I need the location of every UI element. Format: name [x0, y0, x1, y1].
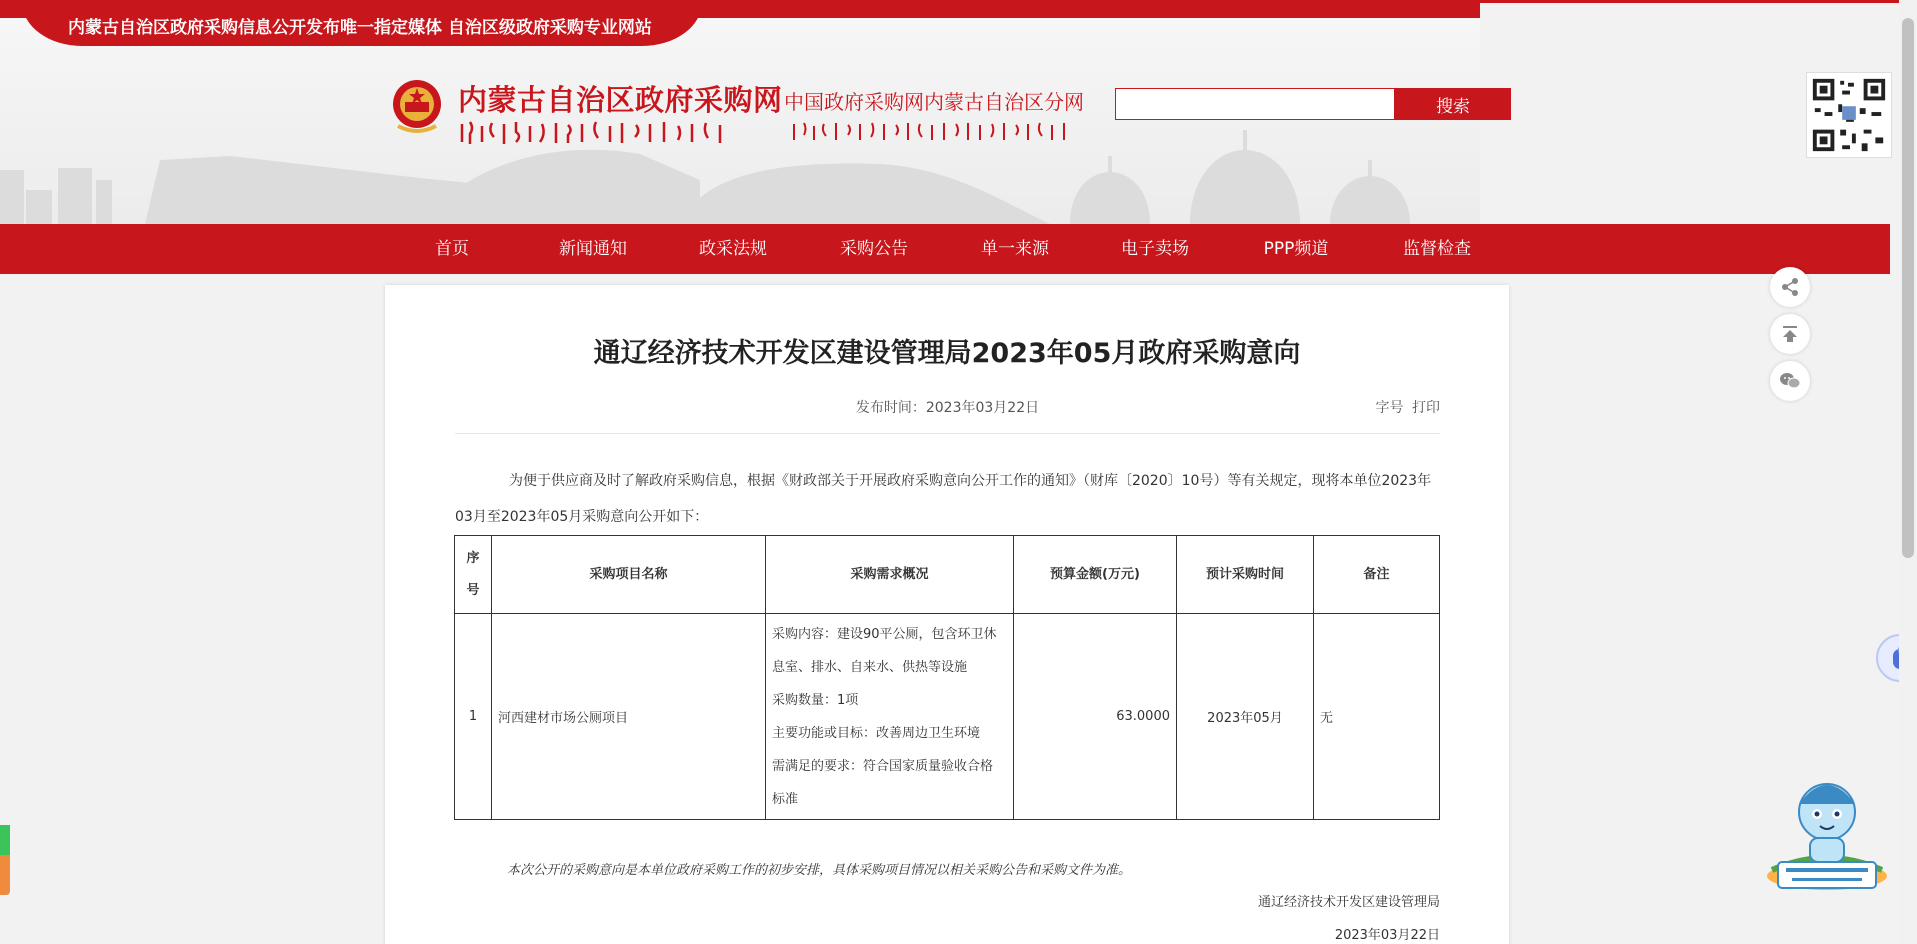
mascot-icon[interactable] — [1762, 766, 1892, 896]
col-header-remark: 备注 — [1314, 536, 1440, 614]
mongolian-script-subtitle — [790, 118, 1070, 148]
cell-no: 1 — [455, 614, 492, 820]
back-to-top-icon — [1780, 324, 1800, 344]
col-header-budget: 预算金额(万元) — [1014, 536, 1177, 614]
article-meta — [455, 397, 1440, 419]
nav-item-e-mall[interactable]: 电子卖场 — [1121, 239, 1189, 259]
site-subtitle: 中国政府采购网内蒙古自治区分网 — [784, 90, 1084, 114]
nav-item-ppp[interactable]: PPP频道 — [1263, 239, 1329, 259]
main-nav — [0, 224, 1890, 274]
banner-text: 内蒙古自治区政府采购信息公开发布唯一指定媒体 自治区级政府采购专业网站 — [68, 18, 652, 38]
wechat-icon — [1779, 371, 1801, 391]
qr-code-icon — [1806, 72, 1892, 158]
share-button[interactable] — [1770, 267, 1810, 307]
desc-line: 采购内容：建设90平公厕，包含环卫休 — [772, 626, 997, 642]
col-header-time: 预计采购时间 — [1177, 536, 1314, 614]
cell-name: 河西建材市场公厕项目 — [492, 614, 766, 820]
cell-remark: 无 — [1314, 614, 1440, 820]
intro-paragraph: 为便于供应商及时了解政府采购信息，根据《财政部关于开展政府采购意向公开工作的通知》（财库〔2020〕10号）等有关规定，现将本单位2023年03月至2023年05月采购意向公开如下： — [455, 473, 1432, 525]
col-header-no: 序号 — [455, 536, 492, 614]
left-side-widget[interactable] — [0, 805, 10, 895]
cell-budget: 63.0000 — [1014, 614, 1177, 820]
nav-item-regulations[interactable]: 政采法规 — [699, 239, 767, 259]
col-header-name: 采购项目名称 — [492, 536, 766, 614]
article-title: 通辽经济技术开发区建设管理局2023年05月政府采购意向 — [593, 338, 1301, 369]
print-button[interactable]: 打印 — [1412, 400, 1440, 416]
col-header-desc: 采购需求概况 — [766, 536, 1014, 614]
article-tools — [1372, 397, 1440, 417]
font-size-button[interactable]: 字号 — [1375, 400, 1404, 416]
wechat-button[interactable] — [1770, 361, 1810, 401]
disclaimer-note: 本次公开的采购意向是本单位政府采购工作的初步安排，具体采购项目情况以相关采购公告和采购文件为准。 — [507, 863, 1132, 878]
search-button[interactable]: 搜索 — [1395, 88, 1511, 120]
nav-item-single-source[interactable]: 单一来源 — [981, 239, 1049, 259]
table-row — [455, 614, 1440, 820]
nav-item-announcements[interactable]: 采购公告 — [840, 239, 908, 259]
desc-line: 标准 — [772, 791, 799, 807]
nav-item-home[interactable]: 首页 — [435, 239, 469, 259]
procurement-intent-table — [454, 535, 1440, 820]
left-widget-bar — [0, 805, 10, 895]
publish-time: 发布时间：2023年03月22日 — [855, 400, 1040, 416]
top-red-line — [0, 0, 1917, 3]
site-title: 内蒙古自治区政府采购网 — [458, 83, 783, 117]
table-header-row — [455, 536, 1440, 614]
divider — [455, 433, 1440, 434]
back-to-top-button[interactable] — [1770, 314, 1810, 354]
search-input[interactable] — [1115, 88, 1395, 120]
page-scrollbar[interactable] — [1899, 0, 1917, 944]
desc-line: 息室、排水、自来水、供热等设施 — [772, 659, 968, 675]
signature-org: 通辽经济技术开发区建设管理局 — [1257, 895, 1440, 910]
cell-desc — [766, 614, 1014, 820]
desc-line: 主要功能或目标：改善周边卫生环境 — [772, 725, 981, 741]
desc-line: 采购数量：1项 — [772, 692, 859, 708]
signature-date: 2023年03月22日 — [1334, 928, 1440, 943]
article-card — [385, 285, 1509, 944]
nav-item-supervision[interactable]: 监督检查 — [1403, 239, 1471, 259]
cell-time: 2023年05月 — [1177, 614, 1314, 820]
national-emblem-icon — [390, 76, 444, 136]
nav-item-news[interactable]: 新闻通知 — [559, 239, 627, 259]
scrollbar-thumb[interactable] — [1902, 18, 1914, 558]
desc-line: 需满足的要求：符合国家质量验收合格 — [772, 758, 994, 774]
share-icon — [1780, 277, 1800, 297]
mongolian-script-logo — [458, 118, 738, 148]
skyline-decoration — [0, 120, 1480, 224]
